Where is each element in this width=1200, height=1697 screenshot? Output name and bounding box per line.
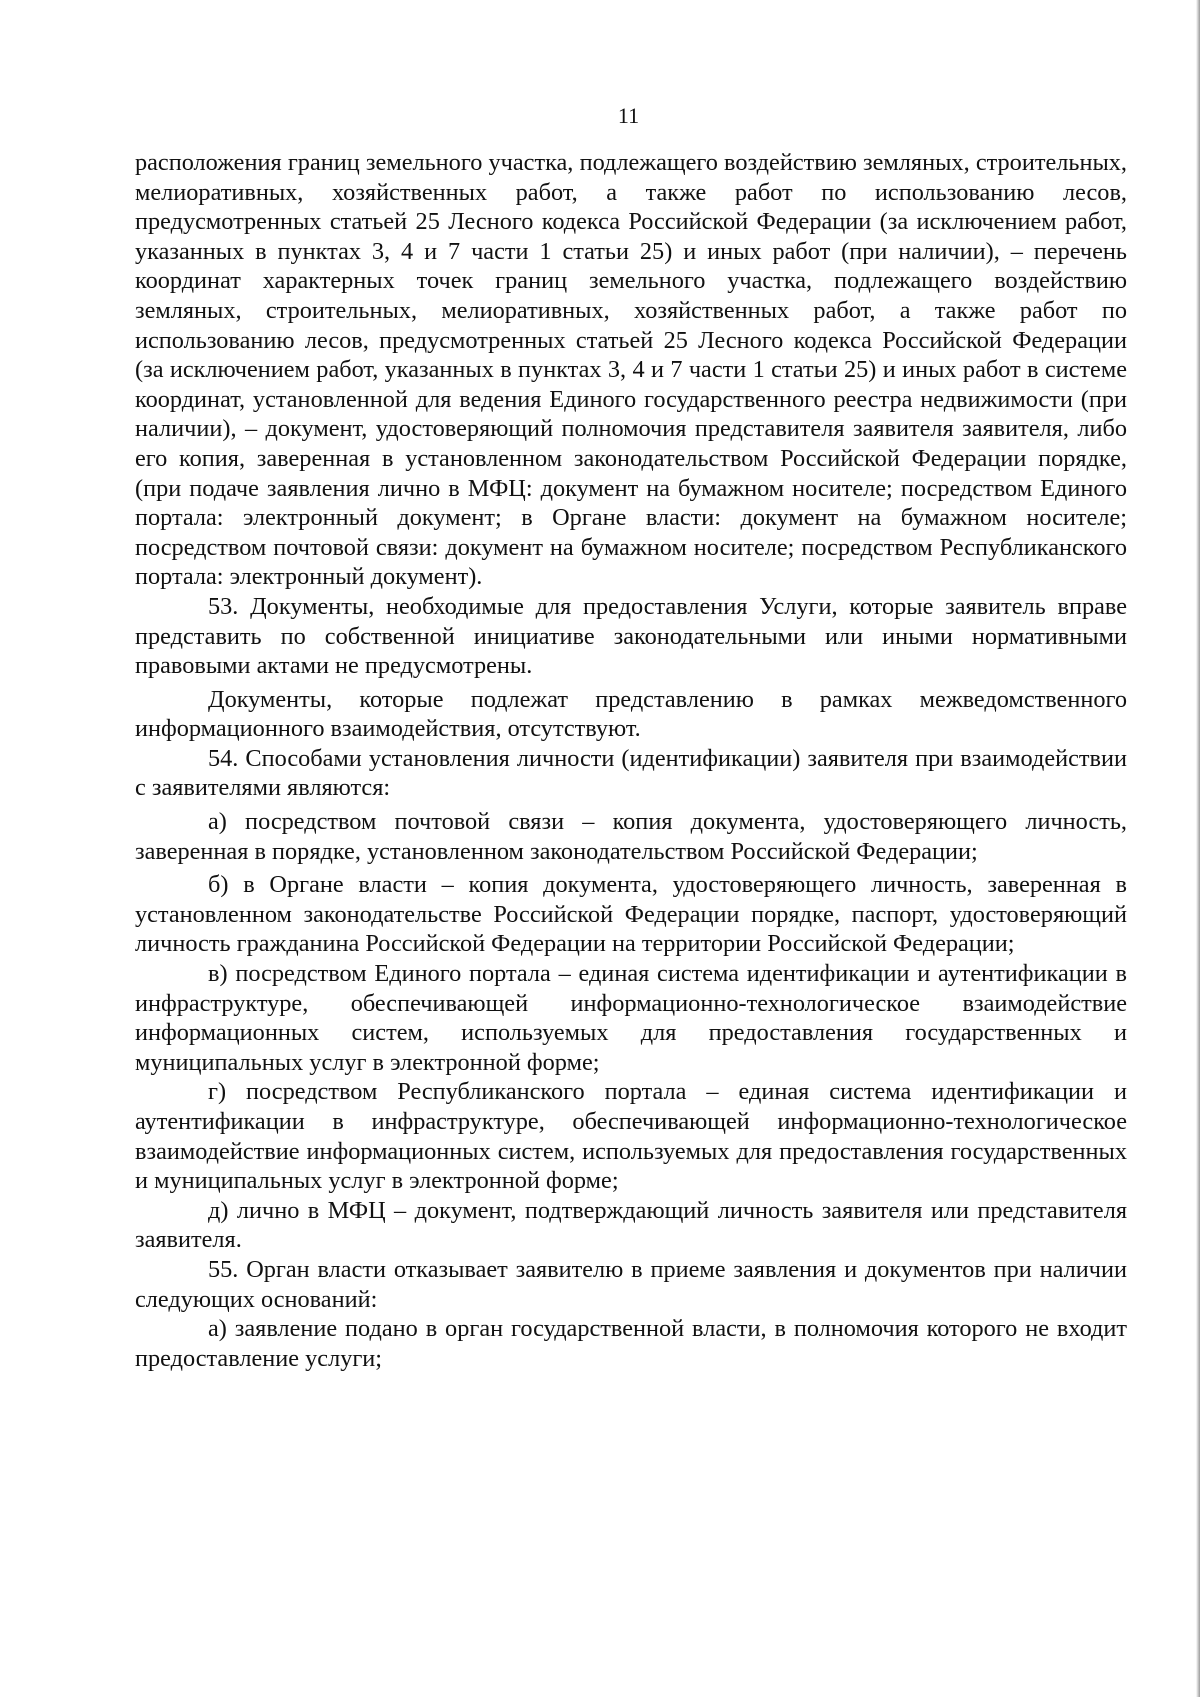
paragraph-item-54-a: а) посредством почтовой связи – копия документа, удостоверяющего личность, заверенная в порядке, установленном законодательством Российской Федерации;: [135, 808, 1127, 865]
paragraph-item-53: 53. Документы, необходимые для предоставления Услуги, которые заявитель вправе представить по собственной инициативе законодательными или иными нормативными правовыми актами не предусмотрены.: [135, 592, 1127, 680]
paragraph-item-54-v: в) посредством Единого портала – единая система идентификации и аутентификации в инфраструктуре, обеспечивающей информационно-технологическое взаимодействие информационных систем, используемых для предоставления государственных и муниципальных услуг в электронной форме;: [135, 960, 1127, 1076]
paragraph-continuation: расположения границ земельного участка, подлежащего воздействию земляных, строительных, мелиоративных, хозяйственных работ, а также работ по использованию лесов, предусмотренных статьей 25 Лесного кодекса Российской Федерации (за исключением работ, указанных в пунктах 3, 4 и 7 части 1 статьи 25) и иных работ (при наличии), – перечень координат характерных точек границ земельного участка, подлежащего воздействию земляных, строительных, мелиоративных, хозяйственных работ, а также работ по использованию лесов, предусмотренных статьей 25 Лесного кодекса Российской Федерации (за исключением работ, указанных в пунктах 3, 4 и 7 части 1 статьи 25) и иных работ в системе координат, установленной для ведения Единого государственного реестра недвижимости (при наличии), – документ, удостоверяющий полномочия представителя заявителя заявителя, либо его копия, заверенная в установленном законодательством Российской Федерации порядке, (при подаче заявления лично в МФЦ: документ на бумажном носителе; посредством Единого портала: электронный документ; в Органе власти: документ на бумажном носителе; посредством почтовой связи: документ на бумажном носителе; посредством Республиканского портала: электронный документ).: [135, 149, 1127, 591]
paragraph-item-55-a: а) заявление подано в орган государственной власти, в полномочия которого не входит предоставление услуги;: [135, 1315, 1127, 1372]
paragraph-item-54: 54. Способами установления личности (идентификации) заявителя при взаимодействии с заявителями являются:: [135, 744, 1127, 802]
paragraph-item-54-d: д) лично в МФЦ – документ, подтверждающий личность заявителя или представителя заявителя.: [135, 1196, 1127, 1254]
paragraph-interagency-documents: Документы, которые подлежат представлению в рамках межведомственного информационного взаимодействия, отсутствуют.: [135, 685, 1127, 743]
paragraph-item-54-g: г) посредством Республиканского портала – единая система идентификации и аутентификации в инфраструктуре, обеспечивающей информационно-технологическое взаимодействие информационных систем, используемых для предоставления государственных и муниципальных услуг в электронной форме;: [135, 1078, 1127, 1195]
paragraph-item-54-b: б) в Органе власти – копия документа, удостоверяющего личность, заверенная в установленном законодательстве Российской Федерации порядке, паспорт, удостоверяющий личность гражданина Российской Федерации на территории Российской Федерации;: [135, 871, 1127, 958]
paragraph-item-55: 55. Орган власти отказывает заявителю в приеме заявления и документов при наличии следующих оснований:: [135, 1255, 1127, 1313]
scan-edge-shadow: [1196, 0, 1200, 1697]
document-body: [135, 148, 1127, 1373]
page-number: 11: [617, 103, 640, 128]
